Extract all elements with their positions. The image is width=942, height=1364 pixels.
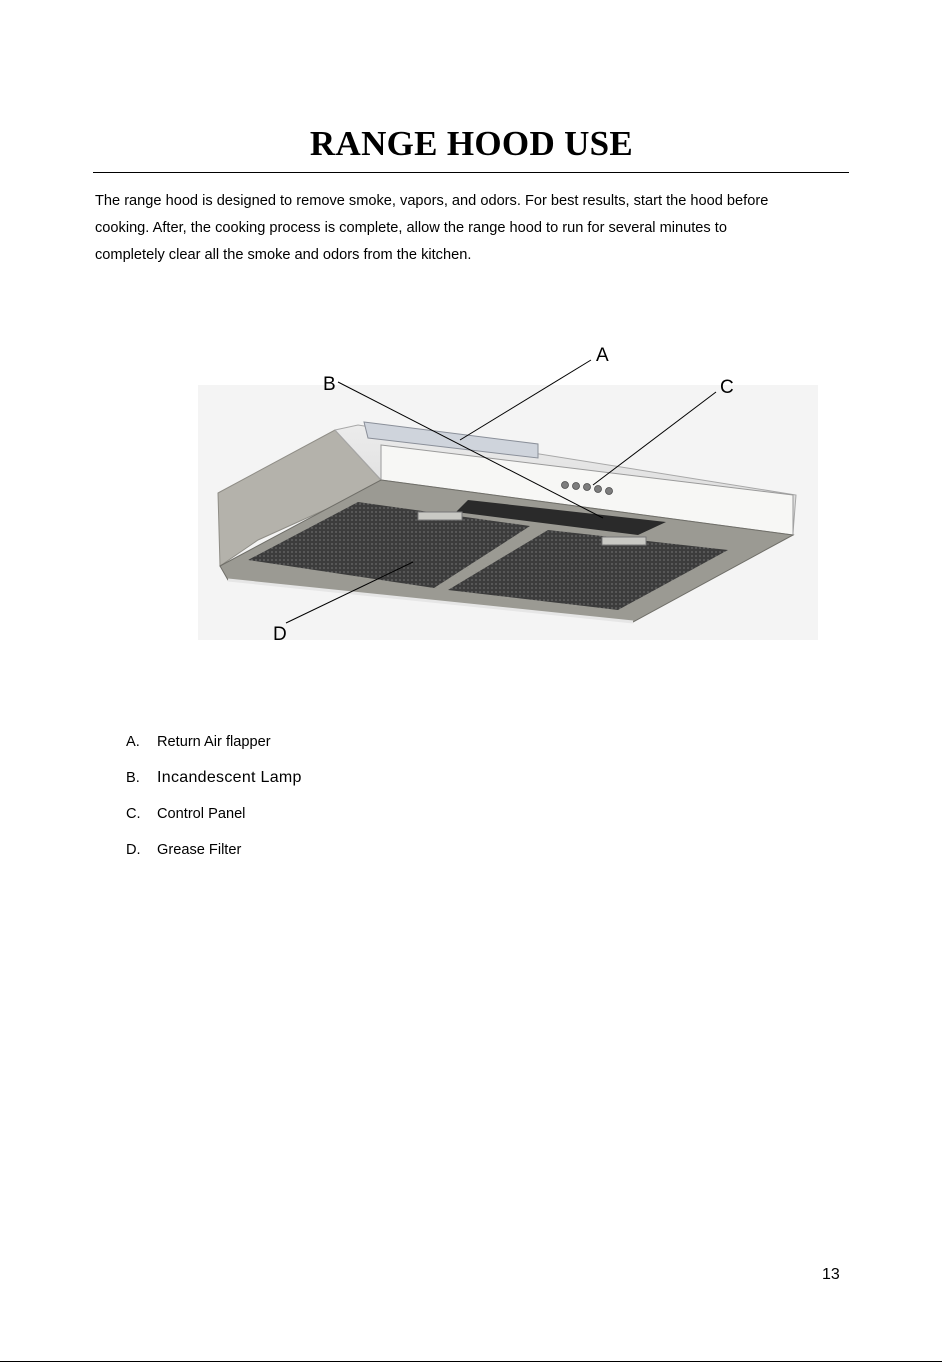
legend-letter: C. xyxy=(126,806,141,822)
intro-line-1: The range hood is designed to remove smoke, vapors, and odors. For best results, start the hood before xyxy=(95,193,769,209)
footer-divider xyxy=(0,1361,942,1362)
range-hood-drawing xyxy=(198,330,818,650)
page-title: RANGE HOOD USE xyxy=(309,124,634,163)
legend-item-a xyxy=(126,734,271,750)
legend-text: Control Panel xyxy=(157,806,246,822)
label-d: D xyxy=(273,624,287,645)
legend-letter: A. xyxy=(126,734,140,750)
intro-paragraph xyxy=(95,188,845,269)
range-hood-illustration xyxy=(198,330,818,650)
legend-text: Grease Filter xyxy=(157,842,242,858)
intro-line-3: completely clear all the smoke and odors from the kitchen. xyxy=(95,247,472,263)
label-c: C xyxy=(720,377,734,398)
legend-item-c xyxy=(126,806,245,822)
page-number: 13 xyxy=(822,1266,840,1283)
filter-handle-right xyxy=(602,537,646,545)
legend-item-b xyxy=(126,769,302,787)
legend-letter: B. xyxy=(126,770,140,786)
intro-line-2: cooking. After, the cooking process is complete, allow the range hood to run for several minutes to xyxy=(95,220,727,236)
legend-text: Return Air flapper xyxy=(157,734,271,750)
title-divider xyxy=(93,172,849,173)
label-a: A xyxy=(596,345,609,366)
filter-handle-left xyxy=(418,512,462,520)
label-b: B xyxy=(323,374,336,395)
legend-text: Incandescent Lamp xyxy=(157,769,302,786)
legend-item-d xyxy=(126,842,241,858)
legend-letter: D. xyxy=(126,842,141,858)
